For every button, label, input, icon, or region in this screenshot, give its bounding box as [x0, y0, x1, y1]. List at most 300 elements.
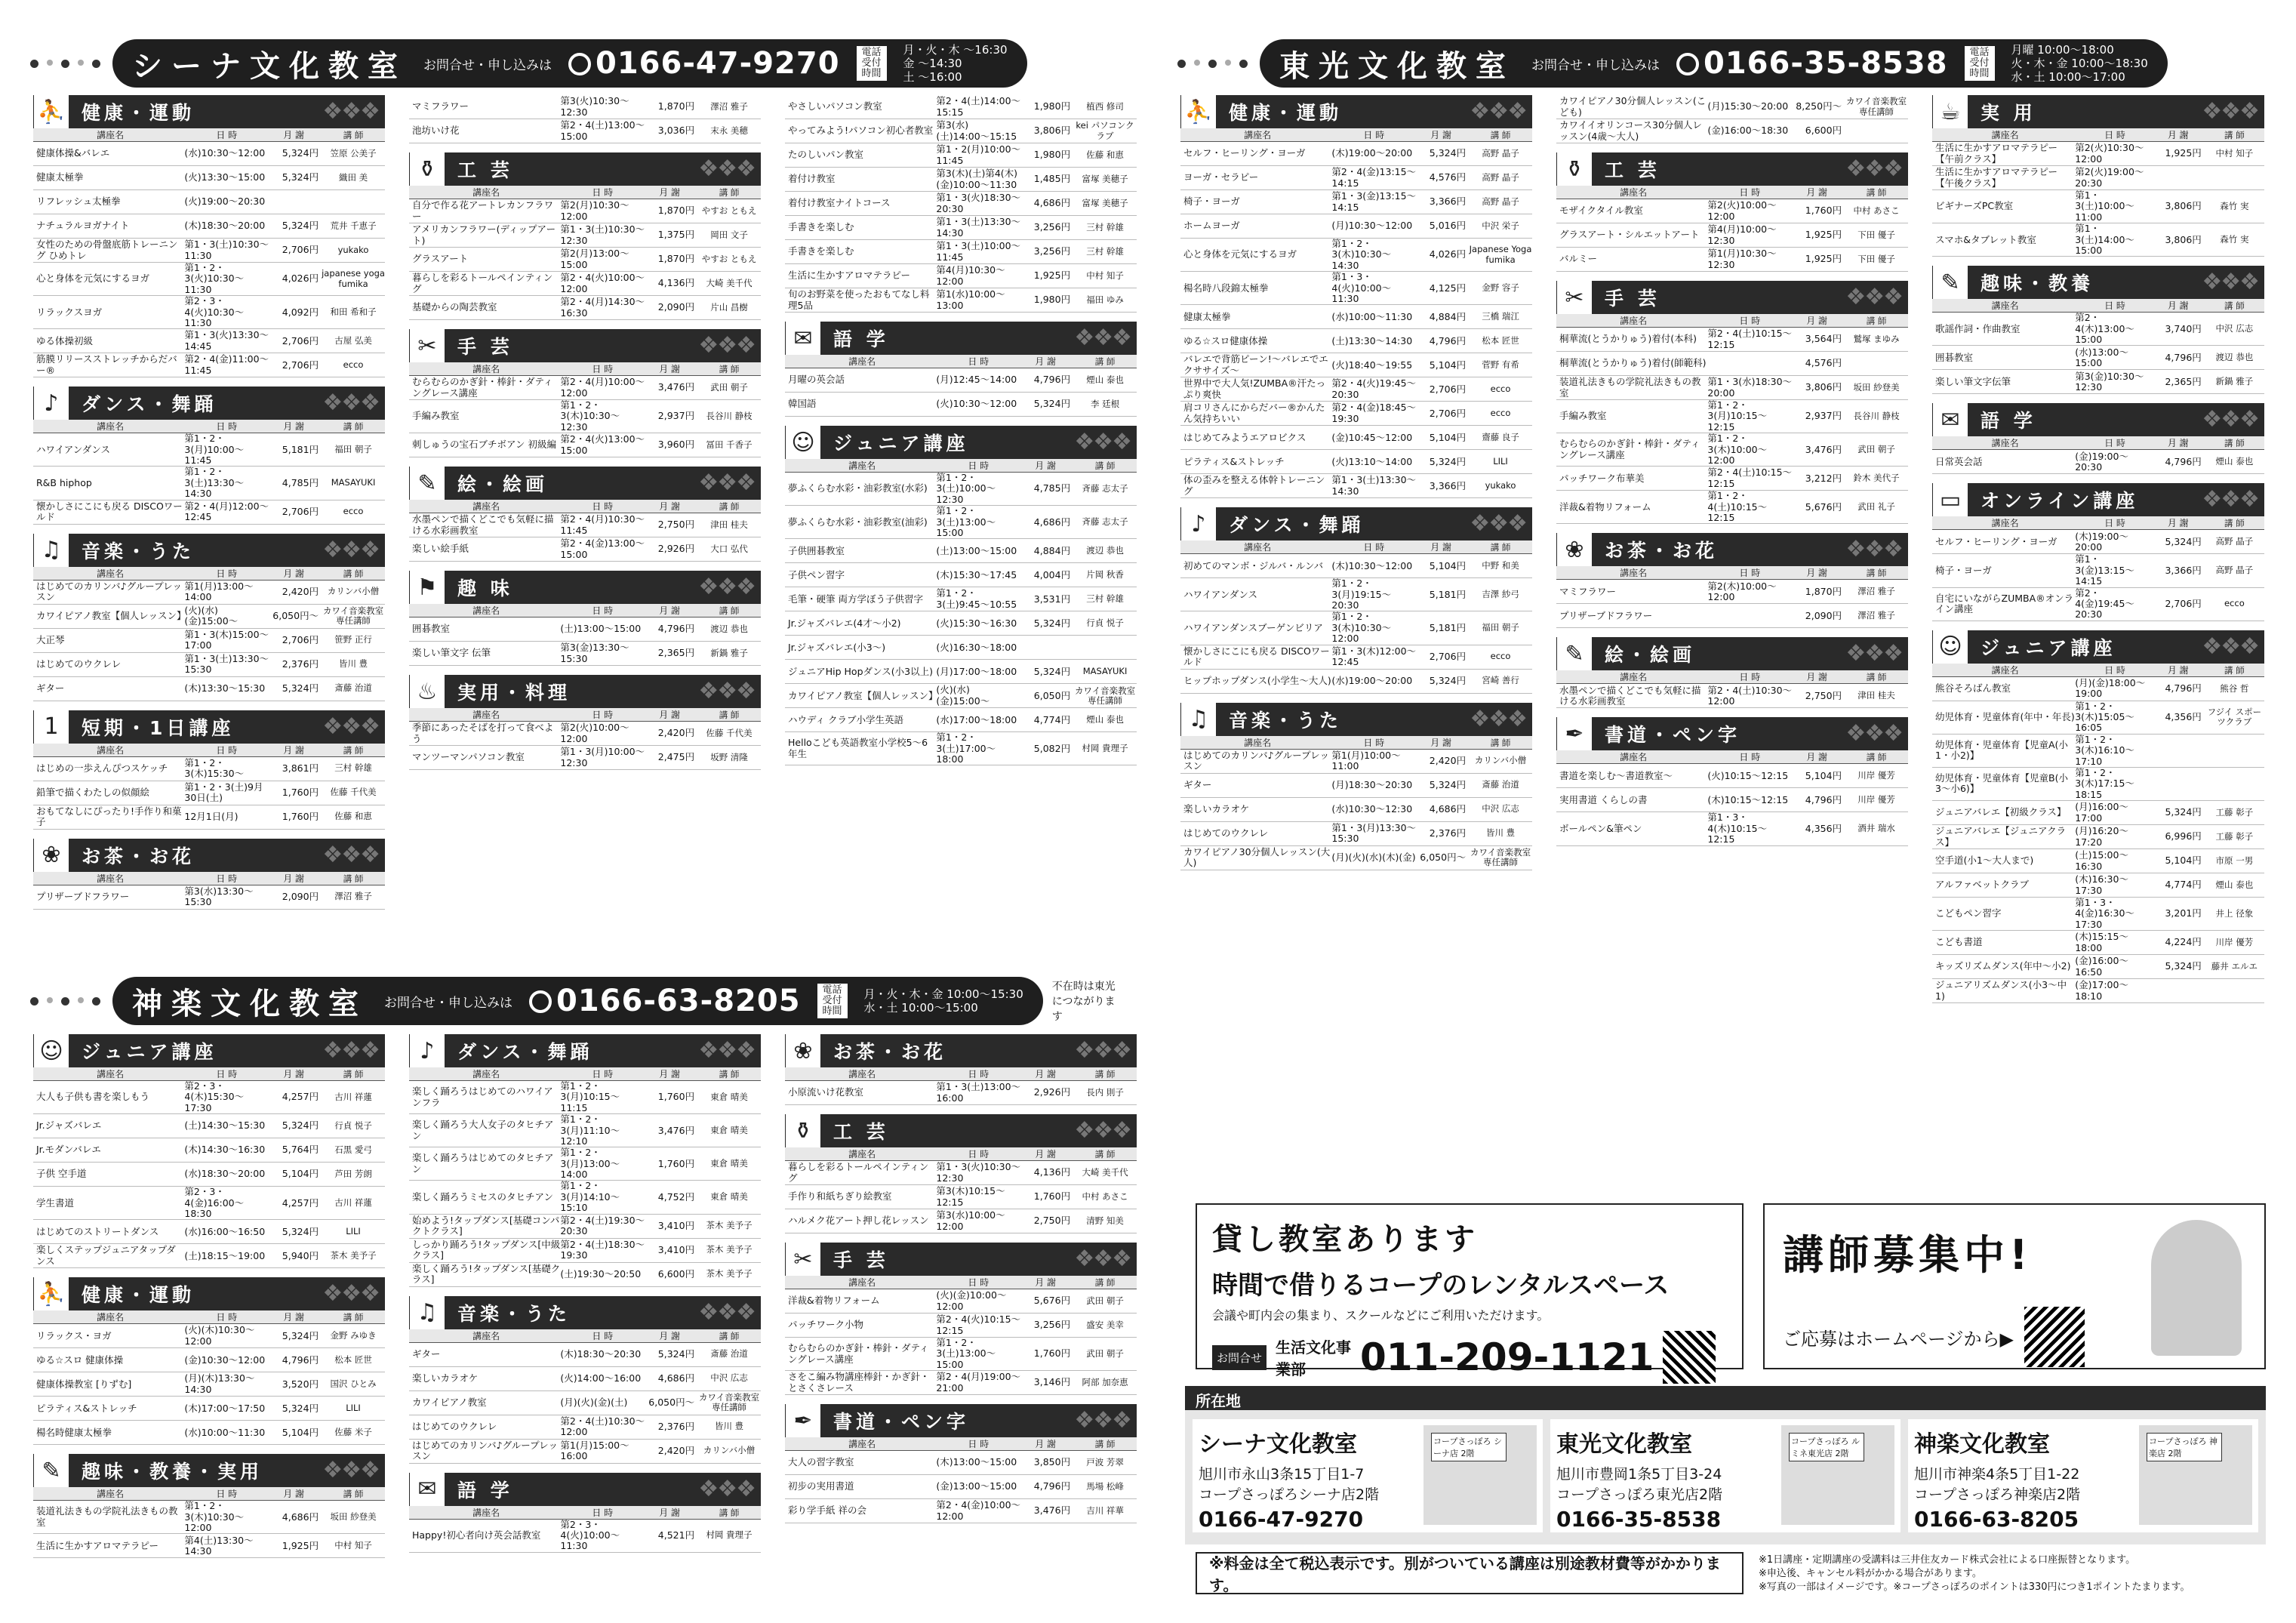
table-header: 講座名 日 時 月 謝 講 師 [785, 1437, 1137, 1451]
ornament-icon: ❖❖❖ [1845, 284, 1902, 310]
table-row[interactable] [409, 513, 761, 537]
table-row[interactable] [1556, 352, 1908, 376]
table-row[interactable] [1556, 812, 1908, 845]
table-row[interactable] [785, 1185, 1137, 1209]
schedule: (木)10:15〜12:15 [1707, 793, 1789, 805]
table-header: 講座名 日 時 月 謝 講 師 [1932, 299, 2264, 313]
table-row[interactable] [1180, 402, 1532, 426]
table-row[interactable] [33, 1534, 385, 1558]
table-row[interactable] [409, 1215, 761, 1239]
course-name: 健康太極拳 [36, 171, 84, 183]
table-row[interactable] [1556, 604, 1908, 628]
table-row[interactable] [785, 684, 1137, 708]
section-title: 工 芸 [457, 159, 513, 181]
table-row[interactable] [1556, 788, 1908, 812]
table-row[interactable] [409, 1391, 761, 1415]
table-row[interactable] [785, 1209, 1137, 1233]
table-row[interactable] [785, 288, 1137, 313]
ornament-icon: ❖❖❖ [322, 98, 379, 125]
table-row[interactable] [1932, 530, 2264, 554]
table-row[interactable] [33, 353, 385, 377]
table-row[interactable] [1932, 701, 2264, 735]
course-name: 桐華流(とうかりゅう)着付(師範科) [1559, 357, 1707, 369]
table-row[interactable] [1180, 774, 1532, 798]
schedule: 第2・3・4(金)16:00〜18:30 [184, 1186, 245, 1219]
ornament-icon: ❖❖❖ [1845, 720, 1902, 747]
table-row[interactable] [1932, 346, 2264, 370]
shop-phone[interactable]: 0166-63-8205 [1914, 1507, 2079, 1532]
table-row[interactable] [33, 757, 385, 781]
course-name: ギター [1183, 778, 1212, 790]
table-row[interactable] [1556, 95, 1908, 119]
ornament-icon: ❖❖❖ [1845, 640, 1902, 667]
table-row[interactable] [33, 166, 385, 190]
shop-map [1423, 1425, 1537, 1525]
schedule: (土)15:00〜16:30 [2075, 849, 2128, 872]
fee: 3,520円 [282, 1378, 319, 1390]
table-row[interactable] [1932, 898, 2264, 931]
table-row[interactable] [1180, 142, 1532, 166]
course-name: ジュニアHip Hopダンス(小3以上) [788, 665, 933, 677]
table-row[interactable] [785, 708, 1137, 732]
table-row[interactable] [1556, 199, 1908, 223]
section-title: 語 学 [457, 1479, 513, 1501]
fee: 3,960円 [657, 439, 695, 451]
table-row[interactable] [33, 781, 385, 805]
instructor: 澤沼 雅子 [1857, 610, 1895, 621]
section-header [33, 534, 385, 567]
schedule: 第1・2・3(月)10:00〜11:45 [184, 433, 245, 466]
recruit-title: 講師募集中! [1783, 1231, 2033, 1279]
table-row[interactable] [409, 1181, 761, 1214]
table-row[interactable] [1932, 370, 2264, 394]
table-row[interactable] [1556, 580, 1908, 604]
recruit-subtitle: ご応募はホームページから▶ [1783, 1328, 2014, 1350]
table-row[interactable] [33, 1348, 385, 1372]
table-row[interactable] [1556, 684, 1908, 708]
ornament-icon: ❖❖❖ [1074, 1117, 1131, 1144]
table-row[interactable] [785, 393, 1137, 417]
table-row[interactable] [1932, 166, 2264, 190]
table-row[interactable] [33, 142, 385, 166]
schedule: 第4(月)10:00〜12:30 [1707, 223, 1777, 246]
schedule: (火)13:30〜15:00 [184, 171, 266, 183]
table-row[interactable] [409, 1081, 761, 1114]
table-row[interactable] [785, 1289, 1137, 1313]
table-row[interactable] [1556, 491, 1908, 524]
table-row[interactable] [33, 1397, 385, 1421]
table-row[interactable] [409, 1114, 761, 1147]
fee: 2,420円 [657, 727, 695, 739]
table-row[interactable] [785, 636, 1137, 660]
table-row[interactable] [785, 1161, 1137, 1185]
fee: 4,752円 [657, 1190, 695, 1203]
table-row[interactable] [409, 272, 761, 296]
table-row[interactable] [33, 805, 385, 830]
table-row[interactable] [1932, 768, 2264, 801]
fee: 2,937円 [1805, 410, 1842, 422]
map-label: コープさっぽろ シーナ店 2階 [1431, 1433, 1507, 1461]
fee: 2,750円 [1805, 689, 1842, 701]
table-row[interactable] [785, 368, 1137, 393]
ornament-icon: ❖❖❖ [2202, 98, 2258, 125]
section-title: 健康・運動 [82, 102, 195, 124]
table-row[interactable] [33, 1187, 385, 1220]
table-row[interactable] [1556, 223, 1908, 248]
category-icon: ❀ [33, 839, 71, 872]
shop-address: 旭川市永山3条15丁目1-7 [1199, 1466, 1365, 1483]
table-header: 講座名 日 時 月 謝 講 師 [1932, 128, 2264, 142]
fee: 8,250円〜 [1796, 100, 1842, 112]
course-name: 生活に生かすアロマテラピー【午前クラス】 [1935, 142, 2058, 165]
category-icon: ☕ [1932, 95, 1970, 128]
table-row[interactable] [33, 214, 385, 239]
table-row[interactable] [409, 1367, 761, 1391]
fee: 4,796円 [1429, 334, 1467, 346]
schedule: (木)15:15〜18:00 [2075, 931, 2128, 953]
fee: 3,850円 [1033, 1456, 1071, 1468]
table-row[interactable] [33, 1501, 385, 1534]
kagura-header [30, 974, 1120, 1028]
table-row[interactable] [409, 1147, 761, 1181]
table-row[interactable] [785, 473, 1137, 506]
table-row[interactable] [33, 653, 385, 677]
category-icon: ⚱ [785, 1114, 823, 1147]
table-row[interactable] [1932, 801, 2264, 825]
table-row[interactable] [1180, 190, 1532, 214]
table-row[interactable] [33, 1324, 385, 1348]
table-row[interactable] [1180, 798, 1532, 822]
table-row[interactable] [1180, 670, 1532, 694]
table-row[interactable] [785, 1451, 1137, 1475]
fee: 4,686円 [657, 1372, 695, 1384]
instructor: カワイ音楽教室専任講師 [1845, 96, 1907, 117]
schedule: (月)15:30〜20:00 [1707, 100, 1789, 112]
schedule: (火)13:10〜14:00 [1331, 455, 1413, 467]
schedule: (火)10:30〜12:00 [936, 398, 1017, 410]
table-row[interactable] [1180, 329, 1532, 353]
table-row[interactable] [409, 642, 761, 666]
table-row[interactable] [1556, 433, 1908, 467]
qr-code-icon[interactable] [1663, 1331, 1716, 1384]
section-title: 手 芸 [457, 336, 513, 358]
table-row[interactable] [1180, 474, 1532, 498]
table-row[interactable] [33, 1421, 385, 1445]
table-row[interactable] [785, 506, 1137, 539]
call-label: お問合せ・申し込みは [423, 57, 552, 73]
schedule: 第1・2・3(月)19:15〜20:30 [1331, 577, 1392, 611]
section-title: ジュニア講座 [1981, 636, 2116, 659]
instructor: 川岸 優芳 [1857, 770, 1895, 781]
table-row[interactable] [409, 1239, 761, 1263]
table-row[interactable] [785, 95, 1137, 119]
ornament-icon: ❖❖❖ [322, 713, 379, 740]
table-header: 講座名 日 時 月 謝 講 師 [409, 1506, 761, 1520]
table-row[interactable] [1556, 119, 1908, 143]
instructor: 斎藤 治道 [334, 682, 372, 694]
kagura-column-3 [785, 1034, 1137, 1532]
table-row[interactable] [33, 329, 385, 353]
schedule: (土)14:30〜15:30 [184, 1119, 266, 1132]
fee: 1,760円 [657, 1091, 695, 1103]
instructor: 中沢 広志 [710, 1372, 748, 1384]
reception-label: 電話受付時間 [817, 984, 848, 1019]
table-row[interactable] [409, 1263, 761, 1287]
table-row[interactable] [785, 1475, 1137, 1499]
table-row[interactable] [1556, 764, 1908, 788]
schedule: (月)(金)18:00〜19:00 [2075, 676, 2146, 700]
table-row[interactable] [409, 1343, 761, 1367]
instructor: 芦田 芳朗 [334, 1169, 372, 1180]
table-row[interactable] [409, 1415, 761, 1440]
ornament-icon: ❖❖❖ [1845, 536, 1902, 563]
table-row[interactable] [1556, 248, 1908, 272]
table-row[interactable] [409, 119, 761, 143]
table-row[interactable] [409, 296, 761, 320]
category-icon: ❀ [785, 1034, 823, 1067]
schedule: (月)18:30〜20:30 [1331, 778, 1413, 790]
fee: 3,256円 [1033, 1319, 1071, 1331]
table-row[interactable] [785, 732, 1137, 765]
course-name: ゆる☆スロ 健康体操 [36, 1354, 124, 1366]
table-row[interactable] [1556, 328, 1908, 352]
table-row[interactable] [785, 168, 1137, 192]
table-row[interactable] [33, 1244, 385, 1268]
instructor: 三橋 瑞江 [1482, 311, 1519, 322]
table-row[interactable] [1180, 305, 1532, 329]
table-row[interactable] [785, 264, 1137, 288]
table-row[interactable] [33, 1138, 385, 1163]
table-row[interactable] [409, 95, 761, 119]
course-name: はじめてのウクレレ [36, 658, 122, 670]
table-row[interactable] [1180, 272, 1532, 305]
table-row[interactable] [1180, 166, 1532, 190]
table-row[interactable] [1932, 554, 2264, 587]
shop-phone[interactable]: 0166-47-9270 [1199, 1507, 1364, 1532]
schedule: 第2(月)13:00〜15:00 [560, 248, 629, 270]
section-title: 実用・料理 [457, 682, 571, 704]
course-name: さをこ編み物講座棒針・かぎ針・とさくさレース [788, 1371, 930, 1394]
table-row[interactable] [1932, 588, 2264, 621]
fee: 5,324円 [282, 1225, 319, 1237]
table-row[interactable] [33, 1114, 385, 1138]
schedule: (木)19:00〜20:00 [1331, 147, 1413, 159]
table-row[interactable] [33, 296, 385, 329]
table-row[interactable] [409, 746, 761, 770]
fee: 3,531円 [1033, 593, 1071, 605]
schedule: 第1・2・3(月)11:10〜12:10 [560, 1113, 620, 1147]
table-row[interactable] [785, 1499, 1137, 1523]
instructor: 工藤 彰子 [2215, 806, 2254, 818]
table-row[interactable] [1180, 353, 1532, 377]
kagura-phone[interactable]: 0166-63-8205 [529, 984, 801, 1018]
course-name: マミフラワー [412, 100, 469, 112]
table-row[interactable] [33, 677, 385, 701]
fee: 5,324円 [657, 1347, 695, 1360]
schedule: 第1・2・3(月)10:15〜12:15 [1707, 399, 1768, 433]
table-row[interactable] [1180, 846, 1532, 870]
schedule: 第2・4(土)18:30〜19:30 [560, 1238, 645, 1261]
table-row[interactable] [409, 617, 761, 642]
schedule: (水)10:00〜11:30 [1331, 310, 1413, 322]
table-row[interactable] [785, 660, 1137, 684]
table-row[interactable] [409, 1440, 761, 1464]
instructor: 澤沼 雅子 [1857, 586, 1895, 597]
instructor: 李 廷根 [1090, 398, 1120, 409]
schedule: (水)18:30〜20:00 [184, 1168, 266, 1180]
table-row[interactable] [785, 216, 1137, 240]
table-row[interactable] [1180, 426, 1532, 450]
table-row[interactable] [1932, 313, 2264, 346]
table-row[interactable] [785, 539, 1137, 563]
table-row[interactable] [1932, 849, 2264, 873]
table-row[interactable] [409, 722, 761, 746]
table-row[interactable] [409, 223, 761, 248]
table-row[interactable] [1180, 554, 1532, 578]
table-row[interactable] [1932, 873, 2264, 898]
kagura-title: 神楽文化教室 [132, 986, 368, 1021]
table-header: 講座名 日 時 月 謝 講 師 [33, 1487, 385, 1501]
table-row[interactable] [785, 240, 1137, 264]
table-row[interactable] [33, 467, 385, 500]
table-row[interactable] [1180, 578, 1532, 611]
table-row[interactable] [33, 1220, 385, 1244]
table-row[interactable] [1932, 190, 2264, 223]
table-header: 講座名 日 時 月 謝 講 師 [33, 872, 385, 885]
table-row[interactable] [1556, 467, 1908, 491]
table-row[interactable] [785, 1371, 1137, 1395]
schedule: 第1・3(火)10:30〜12:30 [936, 1161, 1021, 1184]
table-row[interactable] [1932, 931, 2264, 955]
table-row[interactable] [1932, 142, 2264, 166]
table-row[interactable] [1180, 450, 1532, 474]
table-row[interactable] [785, 1313, 1137, 1338]
instructor: 大口 弘代 [710, 544, 748, 555]
table-row[interactable] [33, 500, 385, 525]
schedule: 第1・3(土)13:30〜14:30 [1331, 474, 1417, 497]
table-row[interactable] [1932, 955, 2264, 979]
table-row[interactable] [1180, 645, 1532, 670]
instructor: 東倉 晴美 [710, 1125, 748, 1136]
table-row[interactable] [33, 433, 385, 467]
schedule: 第3(木)10:15〜12:15 [936, 1185, 1005, 1208]
toko-phone[interactable]: 0166-35-8538 [1676, 46, 1948, 81]
table-row[interactable] [1180, 377, 1532, 402]
table-row[interactable] [1932, 450, 2264, 474]
table-row[interactable] [33, 190, 385, 214]
course-name: しっかり踊ろう!タップダンス[中級クラス] [412, 1238, 561, 1261]
table-row[interactable] [785, 192, 1137, 216]
fee: 1,925円 [1805, 229, 1842, 241]
table-row[interactable] [1180, 611, 1532, 645]
schedule: (月)17:00〜18:00 [936, 665, 1017, 677]
table-row[interactable] [409, 376, 761, 400]
schedule: 第1・3・4(金)16:30〜17:30 [2075, 897, 2134, 930]
table-row[interactable] [409, 199, 761, 223]
table-row[interactable] [1932, 735, 2264, 768]
schedule: (土)13:30〜14:30 [1331, 334, 1413, 346]
course-name: 懐かしさにこにも戻る DISCOワールド [1183, 645, 1330, 667]
table-row[interactable] [409, 400, 761, 433]
section-title: 工 芸 [1605, 159, 1660, 181]
table-row[interactable] [1932, 223, 2264, 257]
table-row[interactable] [33, 629, 385, 653]
table-row[interactable] [1932, 825, 2264, 849]
course-name: 楊名時健康太極拳 [36, 1426, 112, 1438]
instructor: 煙山 泰也 [1086, 714, 1124, 725]
table-row[interactable] [33, 263, 385, 296]
table-row[interactable] [785, 611, 1137, 636]
course-section [409, 467, 761, 562]
fee: 5,082円 [1033, 742, 1071, 754]
table-row[interactable] [1180, 750, 1532, 774]
instructor: 佐藤 和恵 [1086, 149, 1124, 160]
table-row[interactable] [785, 563, 1137, 587]
table-row[interactable] [33, 581, 385, 605]
section-header [1932, 483, 2264, 516]
instructor: yukako [1485, 480, 1516, 491]
shop-phone[interactable]: 0166-35-8538 [1556, 1507, 1722, 1532]
table-row[interactable] [33, 239, 385, 263]
table-row[interactable] [33, 1081, 385, 1114]
table-row[interactable] [33, 885, 385, 910]
table-row[interactable] [1932, 677, 2264, 701]
table-row[interactable] [1556, 400, 1908, 433]
schedule: 第2(火)10:00〜12:00 [560, 722, 629, 744]
table-row[interactable] [785, 1081, 1137, 1105]
section-title: 語 学 [833, 328, 889, 350]
table-row[interactable] [1180, 239, 1532, 272]
table-row[interactable] [1180, 214, 1532, 239]
table-row[interactable] [33, 1372, 385, 1397]
instructor: 茶木 美予子 [330, 1250, 377, 1261]
table-row[interactable] [33, 1163, 385, 1187]
course-name: 着付け教室 [788, 173, 836, 185]
ornament-icon: ❖❖❖ [1470, 705, 1526, 732]
schedule: 第1・2・3(木)17:15〜18:15 [2075, 766, 2134, 800]
section-header [785, 1114, 1137, 1147]
instructor: カリンバ小僧 [1474, 755, 1527, 766]
table-row[interactable] [33, 605, 385, 629]
table-row[interactable] [785, 143, 1137, 168]
schedule: 第1・3(土)13:00〜16:00 [936, 1081, 1021, 1104]
table-row[interactable] [785, 1338, 1137, 1371]
shina-phone[interactable]: 0166-47-9270 [568, 46, 840, 81]
table-row[interactable] [409, 433, 761, 457]
table-row[interactable] [1932, 979, 2264, 1003]
rental-phone[interactable]: 011-209-1121 [1360, 1335, 1654, 1379]
table-row[interactable] [409, 248, 761, 272]
schedule: 第2(火)10:00〜12:00 [1707, 199, 1777, 222]
table-row[interactable] [785, 119, 1137, 143]
table-row[interactable] [1180, 822, 1532, 846]
course-name: ハワイアンダンスブーゲンビリア [1183, 621, 1323, 633]
schedule: 第2(木)10:00〜12:00 [1707, 580, 1777, 602]
instructor: 坂田 紗登美 [330, 1511, 377, 1523]
fee: 5,324円 [2165, 806, 2202, 818]
course-name: マンツーマンパソコン教室 [412, 751, 525, 763]
course-name: 大正琴 [36, 633, 65, 645]
rental-box [1196, 1203, 1744, 1379]
table-row[interactable] [1556, 376, 1908, 400]
table-row[interactable] [409, 537, 761, 562]
table-row[interactable] [409, 1520, 761, 1553]
qr-code-icon[interactable] [2024, 1307, 2085, 1367]
course-name: モザイクタイル教室 [1559, 205, 1643, 217]
course-name: スマホ&タブレット教室 [1935, 233, 2036, 245]
instructor: 松本 匠世 [334, 1354, 372, 1366]
table-row[interactable] [785, 587, 1137, 611]
